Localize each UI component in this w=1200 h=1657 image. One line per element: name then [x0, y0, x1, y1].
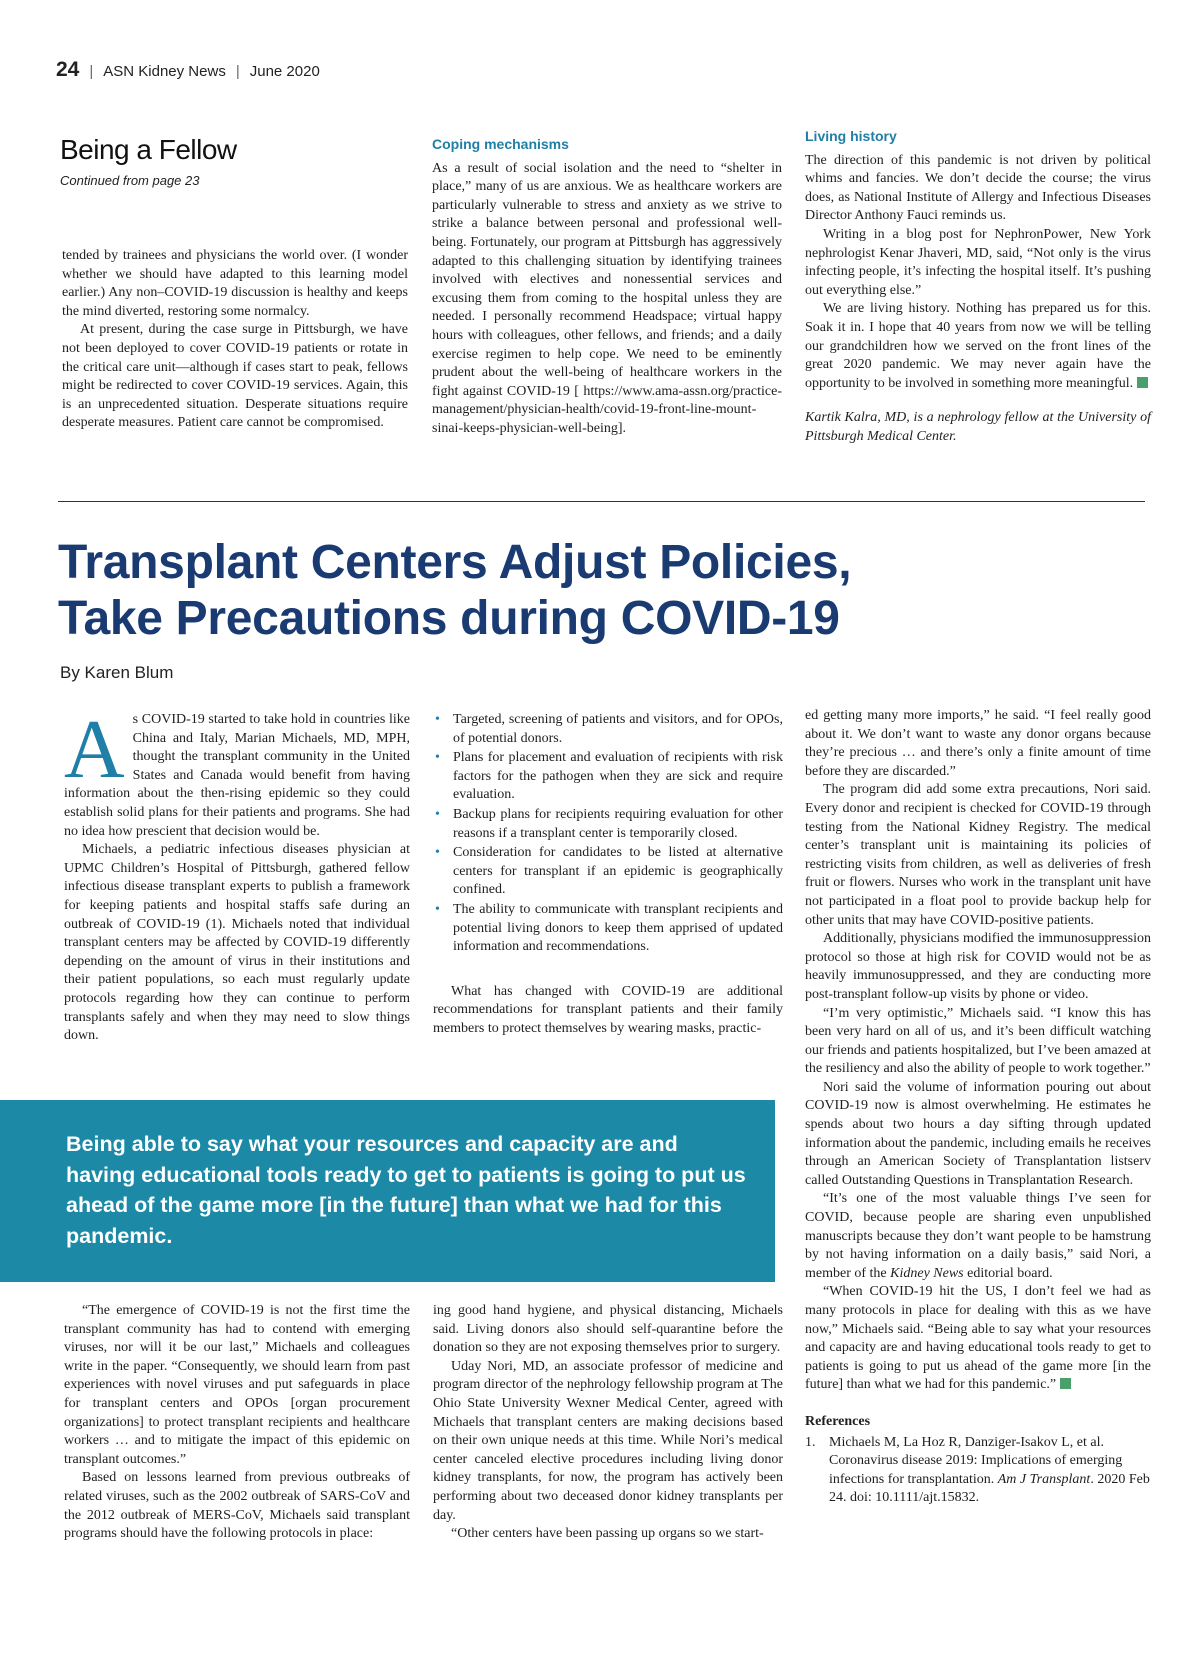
pull-quote-text: Being able to say what your resources and capacity are and having educational tools ready to get to patients is going to put us ahead of the game more [in the future] than what we had for this pandemic.	[66, 1132, 746, 1248]
list-item	[433, 901, 783, 957]
paragraph-text: “When COVID-19 hit the US, I don’t feel we had as many protocols in place for dealing with this as we have now,” Michaels said. “Being able to say what your resources and capacity are and having educational tools ready to get to patients is going to put us ahead of the game more [in the future] than what we had for this pandemic.”	[805, 1284, 1151, 1393]
subheading-coping: Coping mechanisms	[432, 136, 569, 152]
paragraph: “The emergence of COVID-19 is not the first time the transplant community has had to contend with emerging viruses, nor will it be our last,” Michaels and colleagues write in the paper. “Consequently, we should learn from past experiences with novel viruses and put safeguards in place for transplant centers and OPOs [organ procurement organizations] to protect transplant recipients and healthcare workers … and to mitigate the impact of this epidemic on transplant outcomes.”	[64, 1303, 410, 1467]
list-item-text: Plans for placement and evaluation of recipients with risk factors for the pathogen when they are sick and require evaluation.	[453, 750, 783, 803]
header-separator: |	[89, 63, 94, 80]
end-mark-icon	[1137, 377, 1148, 388]
bullet-icon: •	[435, 901, 440, 917]
list-item	[433, 711, 783, 748]
paragraph: Writing in a blog post for NephronPower, New York nephrologist Kenar Jhaveri, MD, said, “Not only is the virus infecting people, it’s infecting the hospital itself. It’s pushing out everything else.”	[805, 226, 1151, 298]
paragraph: What has changed with COVID-19 are additional recommendations for transplant patients and their family members to protect themselves by wearing masks, practic-	[433, 983, 783, 1036]
reference-doi: . 2020 Feb 24. doi: 10.1111/ajt.15832.	[829, 1471, 1150, 1506]
list-item	[433, 844, 783, 900]
paragraph: Additionally, physicians modified the immunosuppression protocol so those at high risk for COVID would not be as heavily immunosuppressed, and they are conducting more post-transplant follow-up visits by phone or video.	[805, 931, 1151, 1002]
paragraph: tended by trainees and physicians the world over. (I wonder whether we should have adapted to this learning model earlier.) Any non–COVID-19 discussion is healthy and keeps the mind diverted, restoring some normalcy.	[62, 248, 408, 319]
references-heading: References	[805, 1413, 871, 1429]
paragraph: Uday Nori, MD, an associate professor of medicine and program director of the nephrology fellowship program at The Ohio State University Wexner Medical Center, agreed with Michaels that transplant centers are making decisions based on their own unique needs at this time. While Nori’s medical center canceled elective procedures including living donor kidney transplants, for now, the program has actively been performing about two deceased donor kidney transplants per day.	[433, 1358, 783, 1523]
list-item-text: Consideration for candidates to be listed at alternative centers for transplant if an epidemic is geographically confined.	[453, 845, 783, 898]
page-number: 24	[56, 58, 80, 81]
paragraph: “I’m very optimistic,” Michaels said. “I know this has been very hard on all of us, and it’s been difficult watching our friends and patients hospitalized, but I’ve been amazed at the resiliency and also the ability of people to work together.”	[805, 1005, 1151, 1077]
list-item	[433, 749, 783, 805]
protocol-list	[433, 711, 783, 957]
fellow-column-3	[805, 127, 1151, 447]
reference-citation: Michaels M, La Hoz R, Danziger-Isakov L, et al. Coronavirus disease 2019: Implications of emerging infections for transplantation.	[829, 1434, 1123, 1487]
paragraph: Nori said the volume of information pouring out about COVID-19 now is almost overwhelming. He estimates he spends about two hours a day sifting through updated information about the pandemic, including emails he receives through an American Society of Transplantation listserv called Outstanding Questions in Transplantation Research.	[805, 1079, 1151, 1188]
paragraph: ing good hand hygiene, and physical distancing, Michaels said. Living donors also should self-quarantine before the donation so they are not exposing themselves prior to surgery.	[433, 1303, 783, 1356]
reference-item	[805, 1434, 1151, 1508]
reference-number: 1.	[805, 1434, 816, 1450]
end-mark-icon	[1060, 1378, 1071, 1389]
bullet-icon: •	[435, 806, 440, 822]
article-column-2	[433, 711, 783, 1039]
fellow-column-1	[62, 247, 408, 433]
section-title: Being a Fellow	[60, 134, 237, 165]
paragraph: The direction of this pandemic is not driven by political whims and fancies. We don’t decide the course; the virus does, as National Institute of Allergy and Infectious Diseases Director Anthony Fauci reminds us.	[805, 152, 1151, 224]
publication-name: ASN Kidney News	[103, 63, 226, 80]
reference-journal: Am J Transplant	[997, 1471, 1091, 1487]
article-column-3	[805, 707, 1151, 1508]
reference-text	[829, 1434, 1151, 1508]
paragraph: Based on lessons learned from previous outbreaks of related viruses, such as the 2002 outbreak of SARS-CoV and the 2012 outbreak of MERS-CoV, Michaels said transplant programs should have the following protocols in place:	[64, 1470, 410, 1542]
author-note: Kartik Kalra, MD, is a nephrology fellow at the University of Pittsburgh Medical Center.	[805, 410, 1151, 444]
headline-line: Take Precautions during COVID-19	[58, 592, 840, 645]
paragraph: At present, during the case surge in Pittsburgh, we have not been deployed to cover COVID-19 patients or rotate in the critical care unit—although if cases start to peak, fellows might be redirected to cover COVID-19 services. Again, this is an unprecedented situation. Desperate situations require desperate measures. Patient care cannot be compromised.	[62, 322, 408, 431]
article-column-2-bottom	[433, 1302, 783, 1544]
paragraph	[805, 300, 1151, 393]
bullet-icon: •	[435, 712, 440, 727]
drop-cap: A	[64, 703, 125, 796]
continued-note: Continued from page 23	[60, 173, 200, 188]
paragraph-text: s COVID-19 started to take hold in countries like China and Italy, Marian Michaels, MD, MPH, thought the transplant community in the United States and Canada would benefit from having information about the then-rising epidemic so they could establish solid plans for their patients and programs. She had no idea how prescient that decision would be.	[64, 712, 410, 839]
paragraph-text: editorial board.	[963, 1265, 1053, 1281]
bullet-icon: •	[435, 845, 440, 861]
fellow-column-2	[432, 135, 782, 439]
subheading-living-history: Living history	[805, 128, 897, 144]
header-separator: |	[235, 63, 240, 80]
article-column-1-bottom	[64, 1302, 410, 1544]
paragraph: As a result of social isolation and the need to “shelter in place,” many of us are anxious. We as healthcare workers are particularly vulnerable to stress and anxiety as we strive to strike a balance between personal and professional well-being. Fortunately, our program at Pittsburgh has aggressively adapted to this challenging situation by identifying trainees involved with electives and nonessential services and excusing them from coming to the hospital unless they are needed. I personally recommend Headspace; virtual happy hours with colleagues, other fellows, and friends; and a daily exercise regimen to help cope. We need to be eminently prudent about the well-being of healthcare workers in the fight against COVID-19 [ https://www.ama-assn.org/practice-management/physician-health/covid-19-front-line-mount-sinai-keeps-physician-well-being].	[432, 160, 782, 436]
article-column-1	[64, 703, 410, 1046]
article-byline: By Karen Blum	[60, 663, 174, 682]
paragraph: ed getting many more imports,” he said. “I feel really good about it. We don’t want to waste any donor organs because they’re precious … and there’s only a finite amount of time before they are discarded.”	[805, 708, 1151, 779]
paragraph-text: We are living history. Nothing has prepared us for this. Soak it in. I hope that 40 years from now we will be telling our grandchildren how we served on the front lines of the great 2020 pandemic. We may never again have the opportunity to be involved in something more meaningful.	[805, 301, 1151, 391]
paragraph	[805, 1283, 1151, 1395]
list-item-text: Backup plans for recipients requiring evaluation for other reasons if a transplant center is temporarily closed.	[453, 806, 783, 841]
paragraph	[805, 1190, 1151, 1283]
paragraph: The program did add some extra precautions, Nori said. Every donor and recipient is checked for COVID-19 through testing from the National Kidney Registry. The medical center’s transplant unit is maintaining its policies of restricting visits from children, as well as deliveries of fresh fruit or flowers. Nurses who work in the transplant unit have not participated in a float pool to provide backup help for other units that may have COVID-positive patients.	[805, 782, 1151, 928]
paragraph: Michaels, a pediatric infectious diseases physician at UPMC Children’s Hospital of Pittsburgh, gathered fellow infectious disease transplant experts to publish a framework for keeping patients and hospital staffs safe during an outbreak of COVID-19 (1). Michaels noted that individual transplant centers may be affected by COVID-19 differently depending on the amount of virus in their institutions and their patient populations, so each must regularly update protocols regarding how they can continue to perform transplants safely and when they may need to slow things down.	[64, 842, 410, 1044]
page-header	[56, 58, 320, 82]
paragraph	[64, 703, 410, 841]
list-item	[433, 806, 783, 843]
bullet-icon: •	[435, 750, 440, 766]
list-item-text: The ability to communicate with transplant recipients and potential living donors to keep them apprised of updated information and recommendations.	[453, 901, 783, 955]
paragraph: “Other centers have been passing up organs so we start-	[451, 1526, 764, 1542]
issue-date: June 2020	[249, 63, 320, 80]
section-divider	[58, 501, 1145, 502]
article-headline	[58, 535, 851, 647]
paragraph-text: “It’s one of the most valuable things I’ve seen for COVID, because people are sharing even unpublished manuscripts because they don’t want people to be hamstrung by not having information on a daily basis,” said Nori, a member of the	[805, 1191, 1151, 1281]
list-item-text: Targeted, screening of patients and visitors, and for OPOs, of potential donors.	[453, 712, 783, 746]
headline-line: Transplant Centers Adjust Policies,	[58, 536, 852, 589]
publication-title: Kidney News	[890, 1265, 964, 1281]
